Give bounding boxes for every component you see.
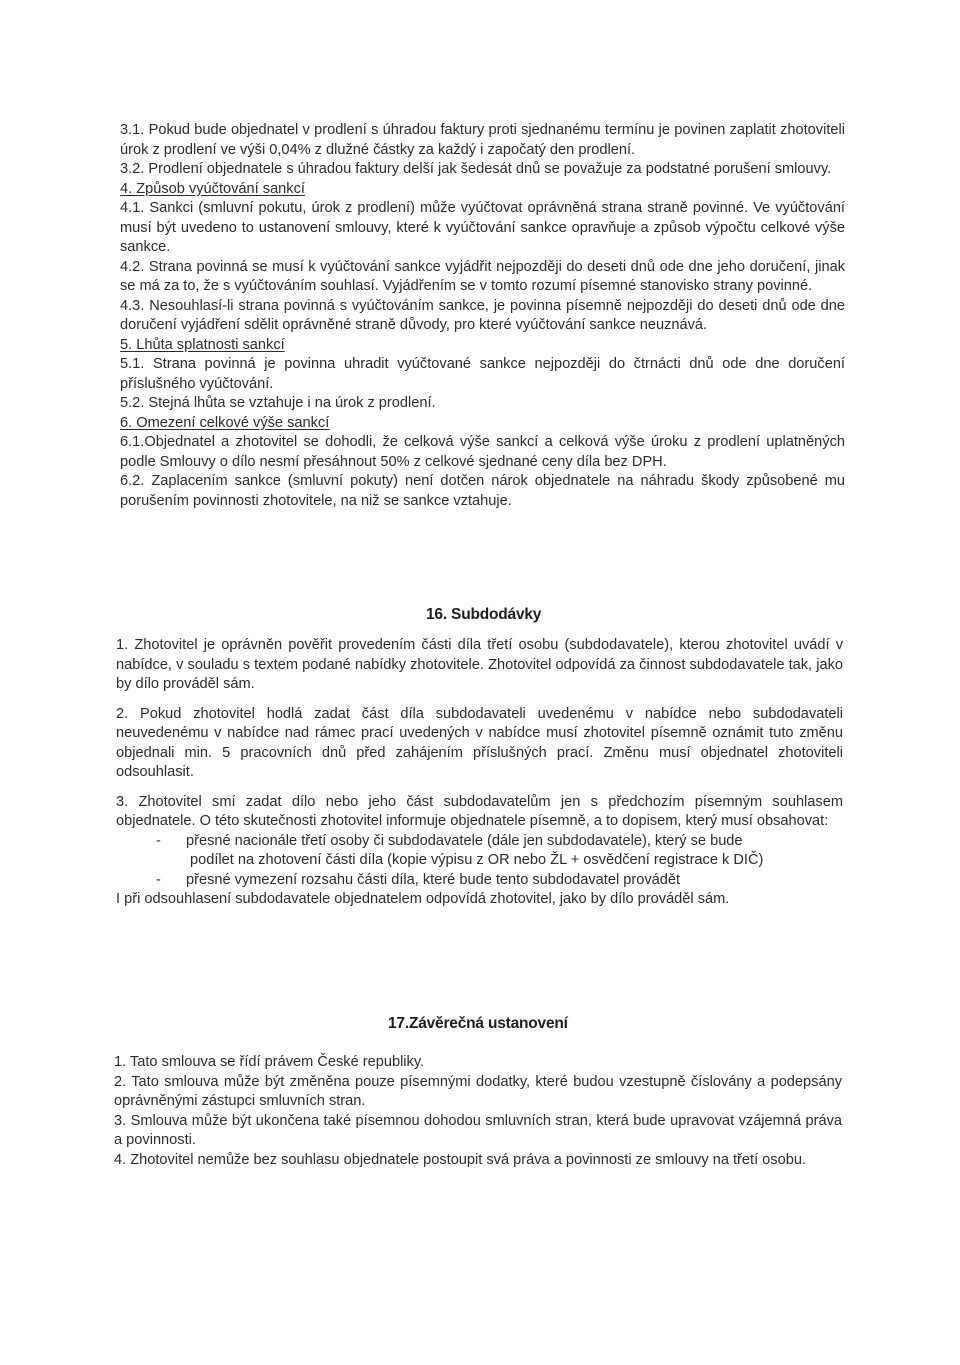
paragraph-5-2: 5.2. Stejná lhůta se vztahuje i na úrok z prodlení. [120,395,436,411]
dash-bullet: - [156,832,161,849]
paragraph-4-3: 4.3. Nesouhlasí-li strana povinná s vyúčtováním sankce, je povinna písemně nejpozději do deseti dnů ode dne doručení vyjádření sdělit oprávněné straně důvody, pro které vyúčtování sankce neuznává. [120,297,845,333]
final-provisions-section [114,1053,842,1170]
list-item-continuation: podílet na zhotovení části díla (kopie výpisu z OR nebo ŽL + osvědčení registrace k DIČ) [190,852,764,868]
paragraph-6-1: 6.1.Objednatel a zhotovitel se dohodli, že celková výše sankcí a celková výše úroku z prodlení uplatněných podle Smlouvy o dílo nesmí přesáhnout 50% z celkové sjednané ceny díla bez DPH. [120,434,845,470]
section-17-paragraph-1: 1. Tato smlouva se řídí právem České republiky. [114,1054,425,1070]
requirements-list [116,832,843,891]
paragraph-4-2: 4.2. Strana povinná se musí k vyúčtování sankce vyjádřit nejpozději do deseti dnů ode dne jeho doručení, jinak se má za to, že s vyúčtováním souhlasí. Vyjádřením se v tomto rozumí písemné stanovisko strany povinné. [120,258,845,294]
dash-bullet: - [156,871,161,888]
section-16-paragraph-2: 2. Pokud zhotovitel hodlá zadat část díla subdodavateli uvedenému v nabídce nebo subdodavateli neuvedenému v nabídce nad rámec prací uvedených v nabídce musí zhotovitel písemně oznámit tuto změnu objednali min. 5 pracovních dnů před zahájením příslušných prací. Změnu musí objednatel zhotoviteli odsouhlasit. [116,705,843,780]
paragraph-4-1: 4.1. Sankci (smluvní pokutu, úrok z prodlení) může vyúčtovat oprávněná strana straně povinné. Ve vyúčtování musí být uvedeno to ustanovení smlouvy, které k vyúčtování sankce opravňuje a způsob výpočtu celkové výše sankce. [120,200,845,255]
list-item-text: přesné nacionále třetí osoby či subdodavatele (dále jen subdodavatele), který se bude [186,832,743,849]
section-17-title: 17.Závěrečná ustanovení [388,1015,568,1032]
section-16-title: 16. Subdodávky [426,606,542,623]
list-item-text: přesné vymezení rozsahu části díla, které bude tento subdodavatel provádět [186,871,681,888]
sanctions-section [120,121,845,511]
heading-6: 6. Omezení celkové výše sankcí [120,414,330,431]
list-item [116,832,843,871]
heading-4: 4. Způsob vyúčtování sankcí [120,180,305,197]
paragraph-6-2: 6.2. Zaplacením sankce (smluvní pokuty) není dotčen nárok objednatele na náhradu škody způsobené mu porušením povinnosti zhotovitele, na niž se sankce vztahuje. [120,473,845,509]
section-16-closing: I při odsouhlasení subdodavatele objednatelem odpovídá zhotovitel, jako by dílo prováděl sám. [116,891,730,907]
subcontracting-section [116,636,843,910]
paragraph-5-1: 5.1. Strana povinná je povinna uhradit vyúčtované sankce nejpozději do čtrnácti dnů ode dne doručení příslušného vyúčtování. [120,356,845,392]
list-item [116,871,843,891]
paragraph-3-1: 3.1. Pokud bude objednatel v prodlení s úhradou faktury proti sjednanému termínu je povinen zaplatit zhotoviteli úrok z prodlení ve výši 0,04% z dlužné částky za každý i započatý den prodlení. [120,122,845,158]
paragraph-3-2: 3.2. Prodlení objednatele s úhradou faktury delší jak šedesát dnů se považuje za podstatné porušení smlouvy. [120,161,832,177]
section-16-paragraph-3: 3. Zhotovitel smí zadat dílo nebo jeho část subdodavatelům jen s předchozím písemným souhlasem objednatele. O této skutečnosti zhotovitel informuje objednatele písemně, a to dopisem, který musí obsahovat: [116,793,843,829]
section-16-paragraph-1: 1. Zhotovitel je oprávněn pověřit provedením části díla třetí osobu (subdodavatele), kterou zhotovitel uvádí v nabídce, v souladu s textem podané nabídky zhotovitele. Zhotovitel odpovídá za činnost subdodavatele tak, jako by dílo prováděl sám. [116,637,843,692]
section-17-paragraph-4: 4. Zhotovitel nemůže bez souhlasu objednatele postoupit svá práva a povinnosti ze smlouvy na třetí osobu. [114,1151,806,1168]
heading-5: 5. Lhůta splatnosti sankcí [120,336,285,353]
section-17-paragraph-3: 3. Smlouva může být ukončena také písemnou dohodou smluvních stran, která bude upravovat vzájemná práva a povinnosti. [114,1112,842,1148]
section-17-paragraph-2: 2. Tato smlouva může být změněna pouze písemnými dodatky, které budou vzestupně číslovány a podepsány oprávněnými zástupci smluvních stran. [114,1073,842,1109]
